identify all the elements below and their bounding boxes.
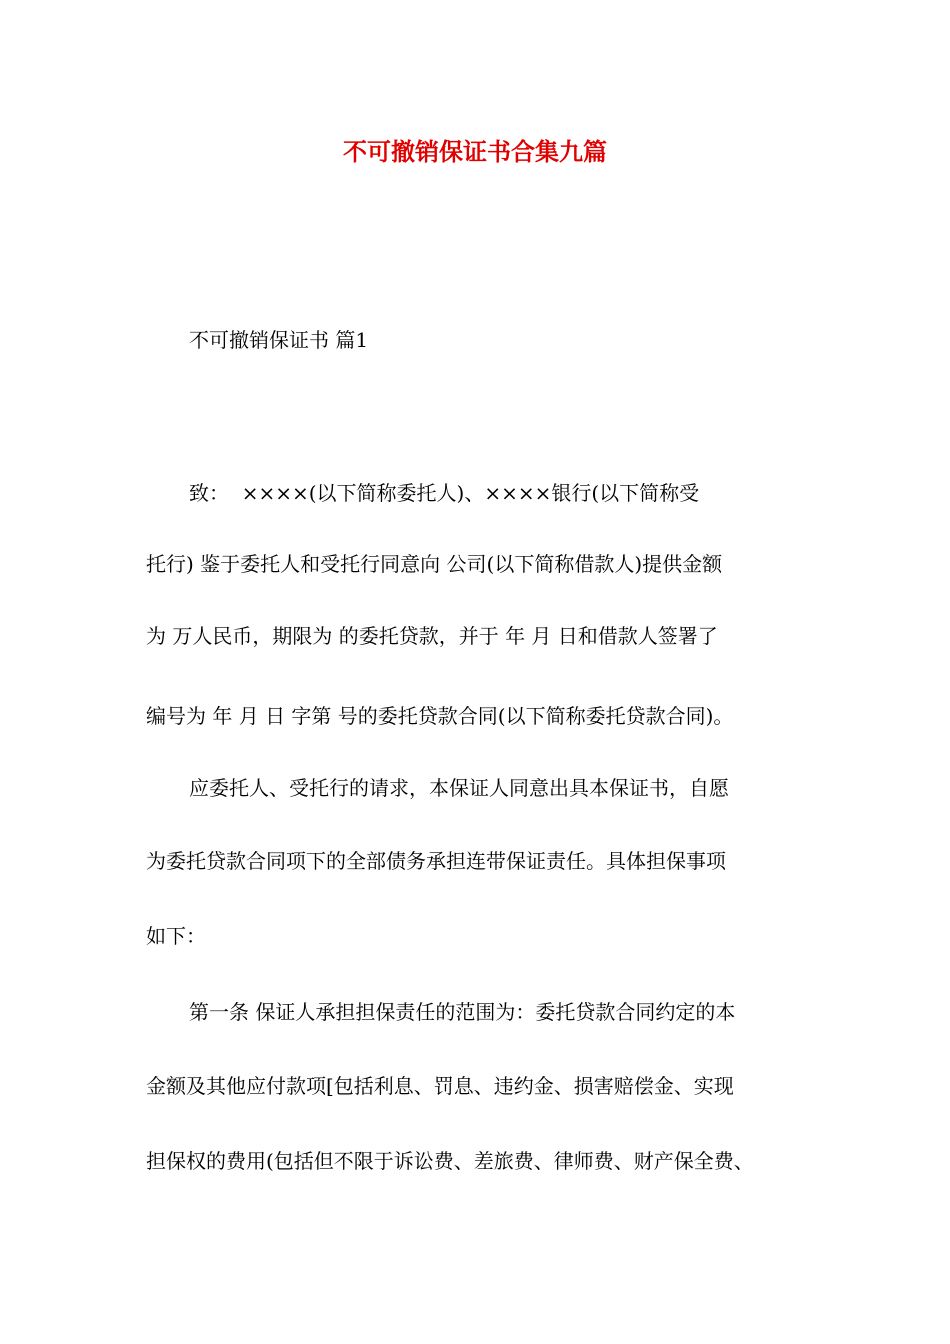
paragraph3-line-2: 金额及其他应付款项[包括利息、罚息、违约金、损害赔偿金、实现 (146, 1074, 734, 1098)
section-heading: 不可撤销保证书 篇1 (189, 328, 369, 352)
paragraph1-line-2: 托行) 鉴于委托人和受托行同意向 公司(以下简称借款人)提供金额 (146, 552, 723, 576)
paragraph3-line-3: 担保权的费用(包括但不限于诉讼费、差旅费、律师费、财产保全费、 (146, 1149, 754, 1173)
paragraph3-line-1: 第一条 保证人承担担保责任的范围为：委托贷款合同约定的本 (189, 1000, 736, 1024)
paragraph2-line-2: 为委托贷款合同项下的全部债务承担连带保证责任。具体担保事项 (146, 849, 726, 873)
paragraph1-line-1: 致： ××××(以下简称委托人)、××××银行(以下简称受 (189, 481, 700, 505)
paragraph2-line-3: 如下： (146, 924, 206, 948)
paragraph2-line-1: 应委托人、受托行的请求，本保证人同意出具本保证书，自愿 (189, 776, 729, 800)
document-title: 不可撤销保证书合集九篇 (343, 137, 607, 166)
paragraph1-line-3: 为 万人民币，期限为 的委托贷款，并于 年 月 日和借款人签署了 (146, 624, 718, 648)
paragraph1-line-4: 编号为 年 月 日 字第 号的委托贷款合同(以下简称委托贷款合同)。 (146, 704, 734, 728)
